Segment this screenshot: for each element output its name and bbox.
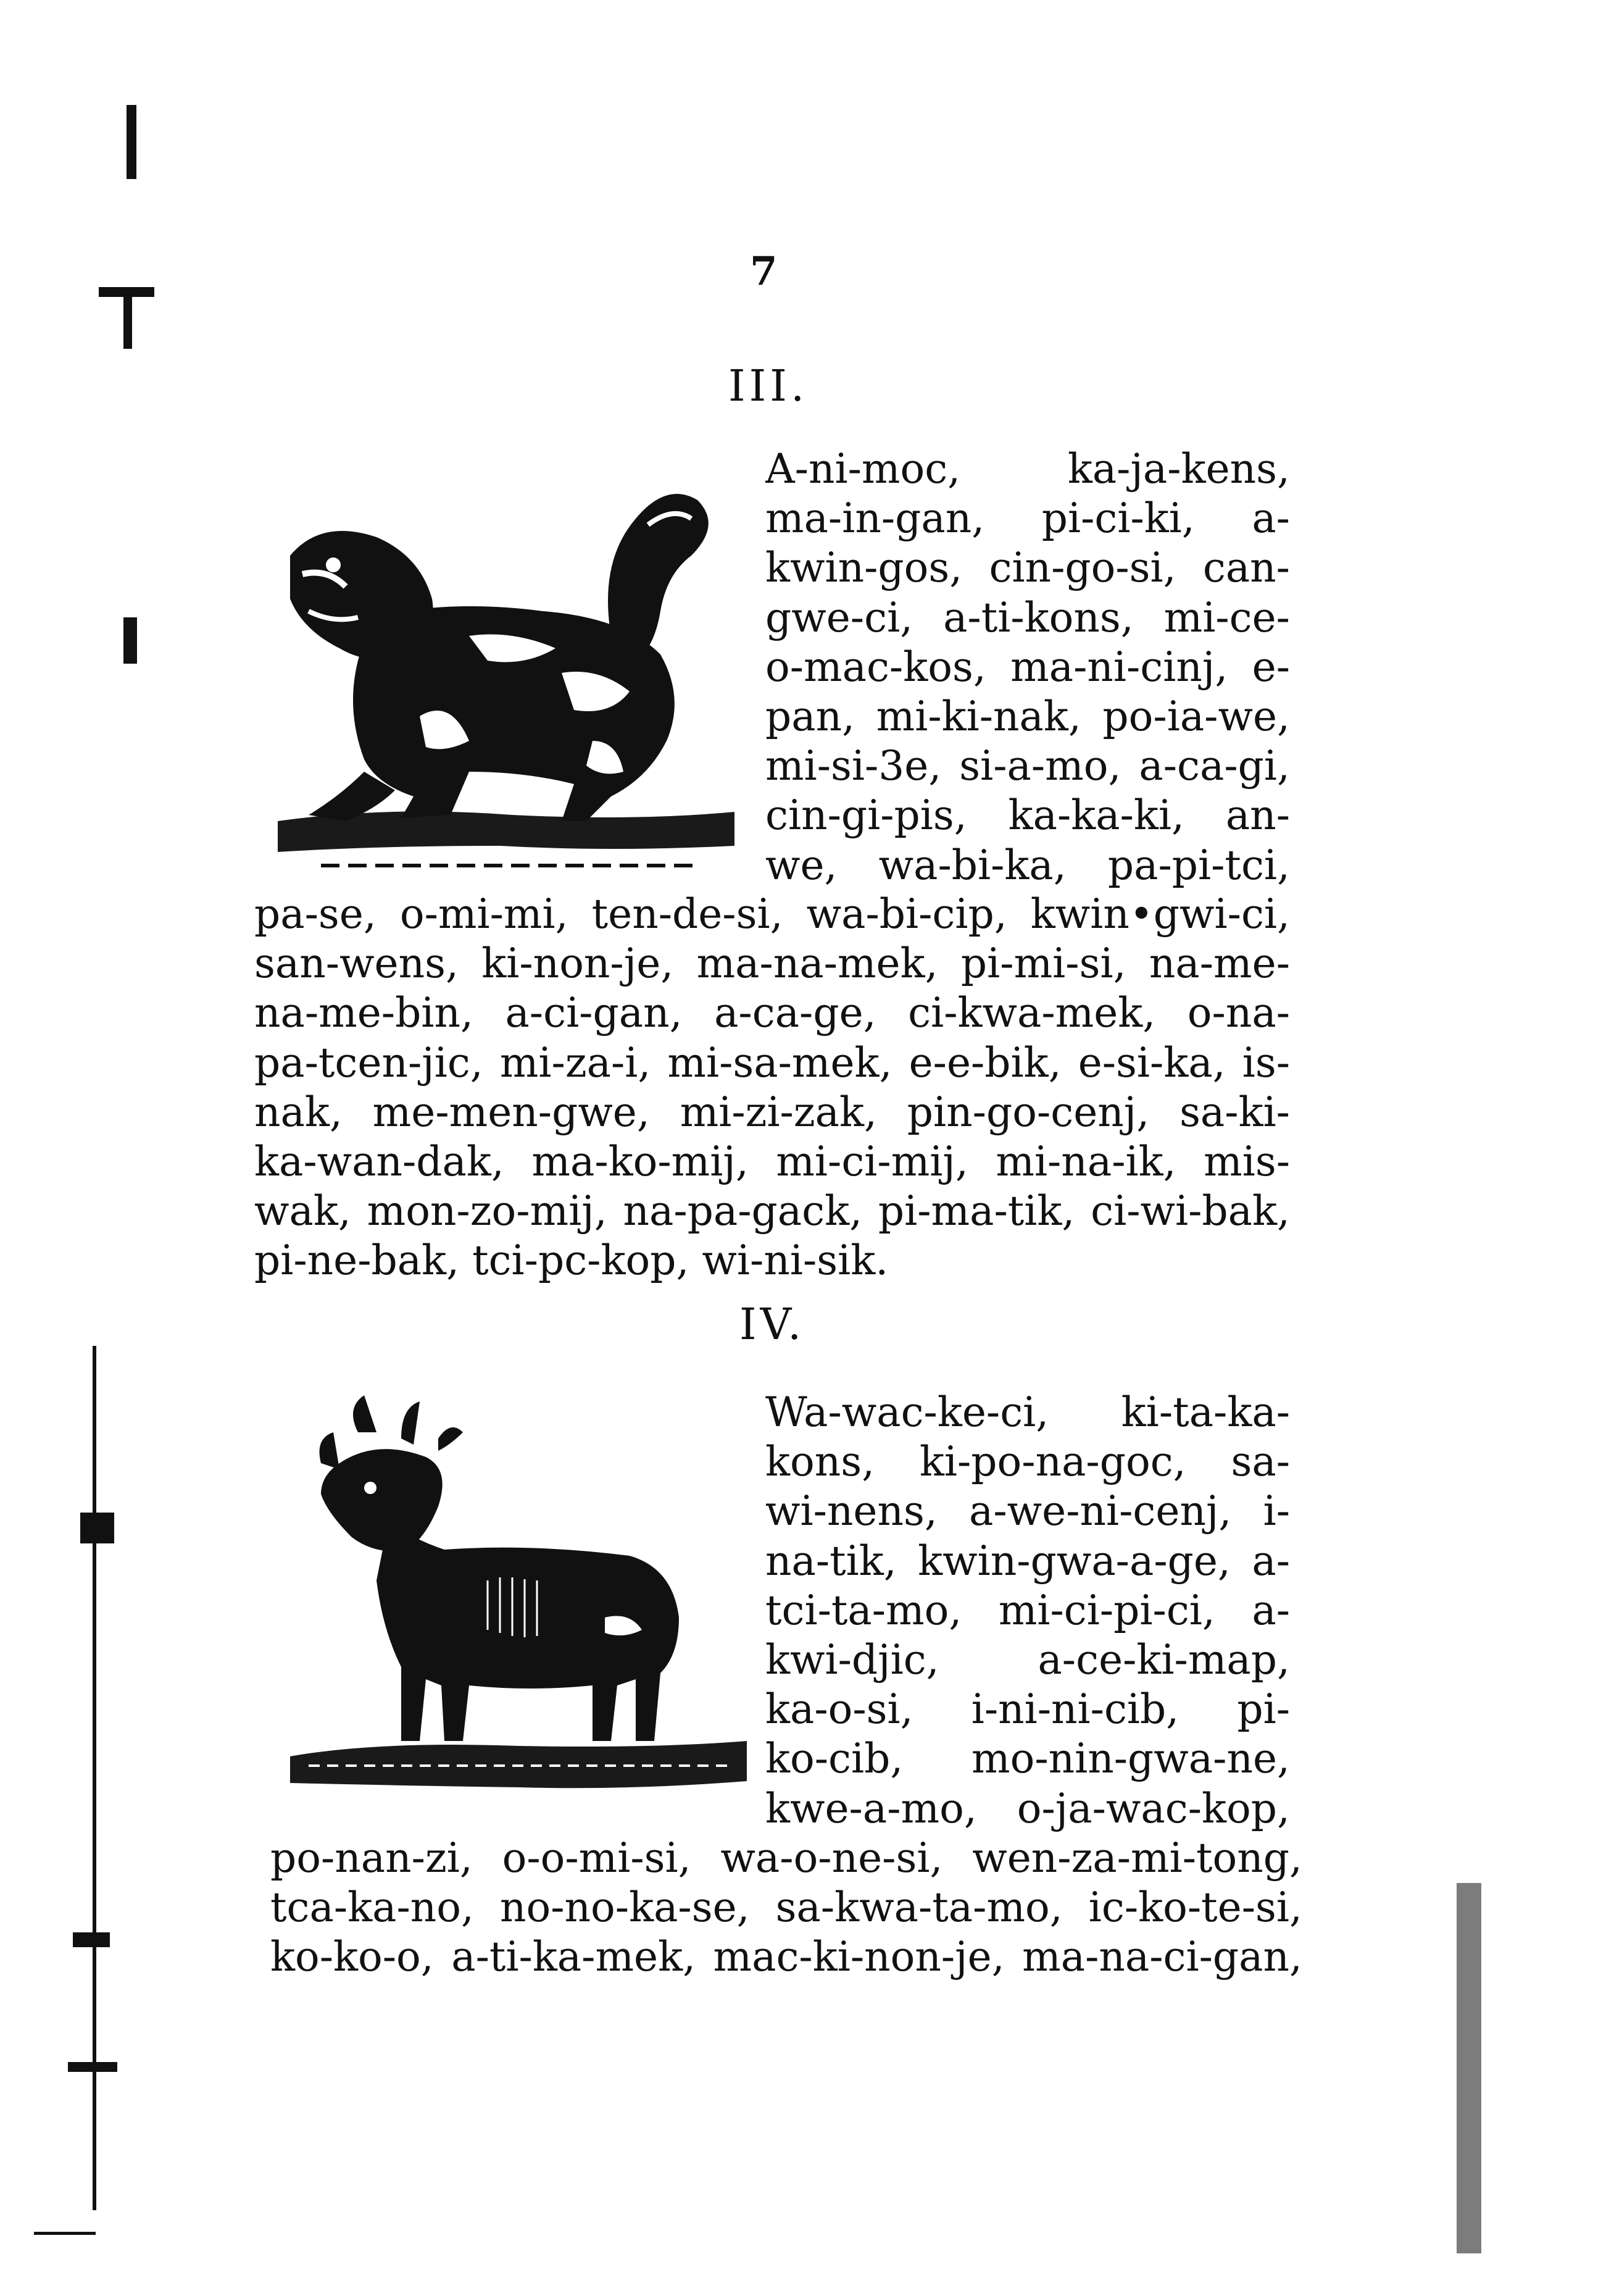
text-line: Wa-wac-ke-ci, ki-ta-ka- [765,1388,1290,1436]
binding-mark [73,1932,110,1947]
text-line: kwe-a-mo, o-ja-wac-kop, [765,1784,1290,1832]
page-number: 7 [750,248,778,294]
text-line: o-mac-kos, ma-ni-cinj, e- [765,643,1290,691]
text-line: kwi-djic, a-ce-ki-map, [765,1635,1290,1684]
binding-mark [123,617,137,664]
section-heading-iv: IV. [739,1299,805,1350]
text-line: san-wens, ki-non-je, ma-na-mek, pi-mi-si, na-me- [254,940,1290,988]
text-line: tca-ka-no, no-no-ka-se, sa-kwa-ta-mo, ic-ko-te-si, [270,1884,1302,1932]
text-line: na-me-bin, a-ci-gan, a-ca-ge, ci-kwa-mek, o-na- [254,989,1290,1037]
section-iii-text-beside-figure [765,445,1290,890]
section-iv-text-full-width [270,1834,1302,1982]
section-iv-text-beside-figure [765,1388,1290,1834]
text-line: wak, mon-zo-mij, na-pa-gack, pi-ma-tik, ci-wi-bak, [254,1187,1290,1235]
section-iii-text-full-width [254,890,1290,1286]
text-line: pa-se, o-mi-mi, ten-de-si, wa-bi-cip, kwin•gwi-ci, [254,890,1290,938]
binding-mark [34,2232,96,2235]
text-line: pa-tcen-jic, mi-za-i, mi-sa-mek, e-e-bik, e-si-ka, is- [254,1038,1290,1087]
text-line: na-tik, kwin-gwa-a-ge, a- [765,1537,1290,1585]
section-heading-iii: III. [728,361,809,411]
text-line: nak, me-men-gwe, mi-zi-zak, pin-go-cenj, sa-ki- [254,1088,1290,1136]
binding-mark [93,1346,96,2210]
text-line: tci-ta-mo, mi-ci-pi-ci, a- [765,1586,1290,1634]
text-line: A-ni-moc, ka-ja-kens, [765,445,1290,493]
text-line: kons, ki-po-na-goc, sa- [765,1438,1290,1486]
text-line: ko-ko-o, a-ti-ka-mek, mac-ki-non-je, ma-na-ci-gan, [270,1933,1302,1981]
text-line: ka-o-si, i-ni-ni-cib, pi- [765,1685,1290,1734]
text-line: ka-wan-dak, ma-ko-mij, mi-ci-mij, mi-na-ik, mis- [254,1137,1290,1185]
text-line: gwe-ci, a-ti-kons, mi-ce- [765,593,1290,641]
dog-woodcut-icon [265,451,747,883]
binding-mark [80,1513,114,1543]
text-line: ko-cib, mo-nin-gwa-ne, [765,1735,1290,1783]
text-line: kwin-gos, cin-go-si, can- [765,544,1290,592]
deer-woodcut-icon [284,1395,753,1815]
text-line: po-nan-zi, o-o-mi-si, wa-o-ne-si, wen-za-mi-tong, [270,1834,1302,1882]
text-line: ma-in-gan, pi-ci-ki, a- [765,495,1290,543]
text-line: mi-si-3e, si-a-mo, a-ca-gi, [765,742,1290,790]
binding-mark [127,105,136,179]
text-line: cin-gi-pis, ka-ka-ki, an- [765,791,1290,840]
text-line: we, wa-bi-ka, pa-pi-tci, [765,841,1290,889]
binding-mark [1457,1883,1481,2253]
text-line: pi-ne-bak, tci-pc-kop, wi-ni-sik. [254,1237,889,1285]
text-line: wi-nens, a-we-ni-cenj, i- [765,1487,1290,1535]
binding-mark [68,2062,117,2072]
binding-mark [123,287,132,349]
text-line: pan, mi-ki-nak, po-ia-we, [765,692,1290,740]
